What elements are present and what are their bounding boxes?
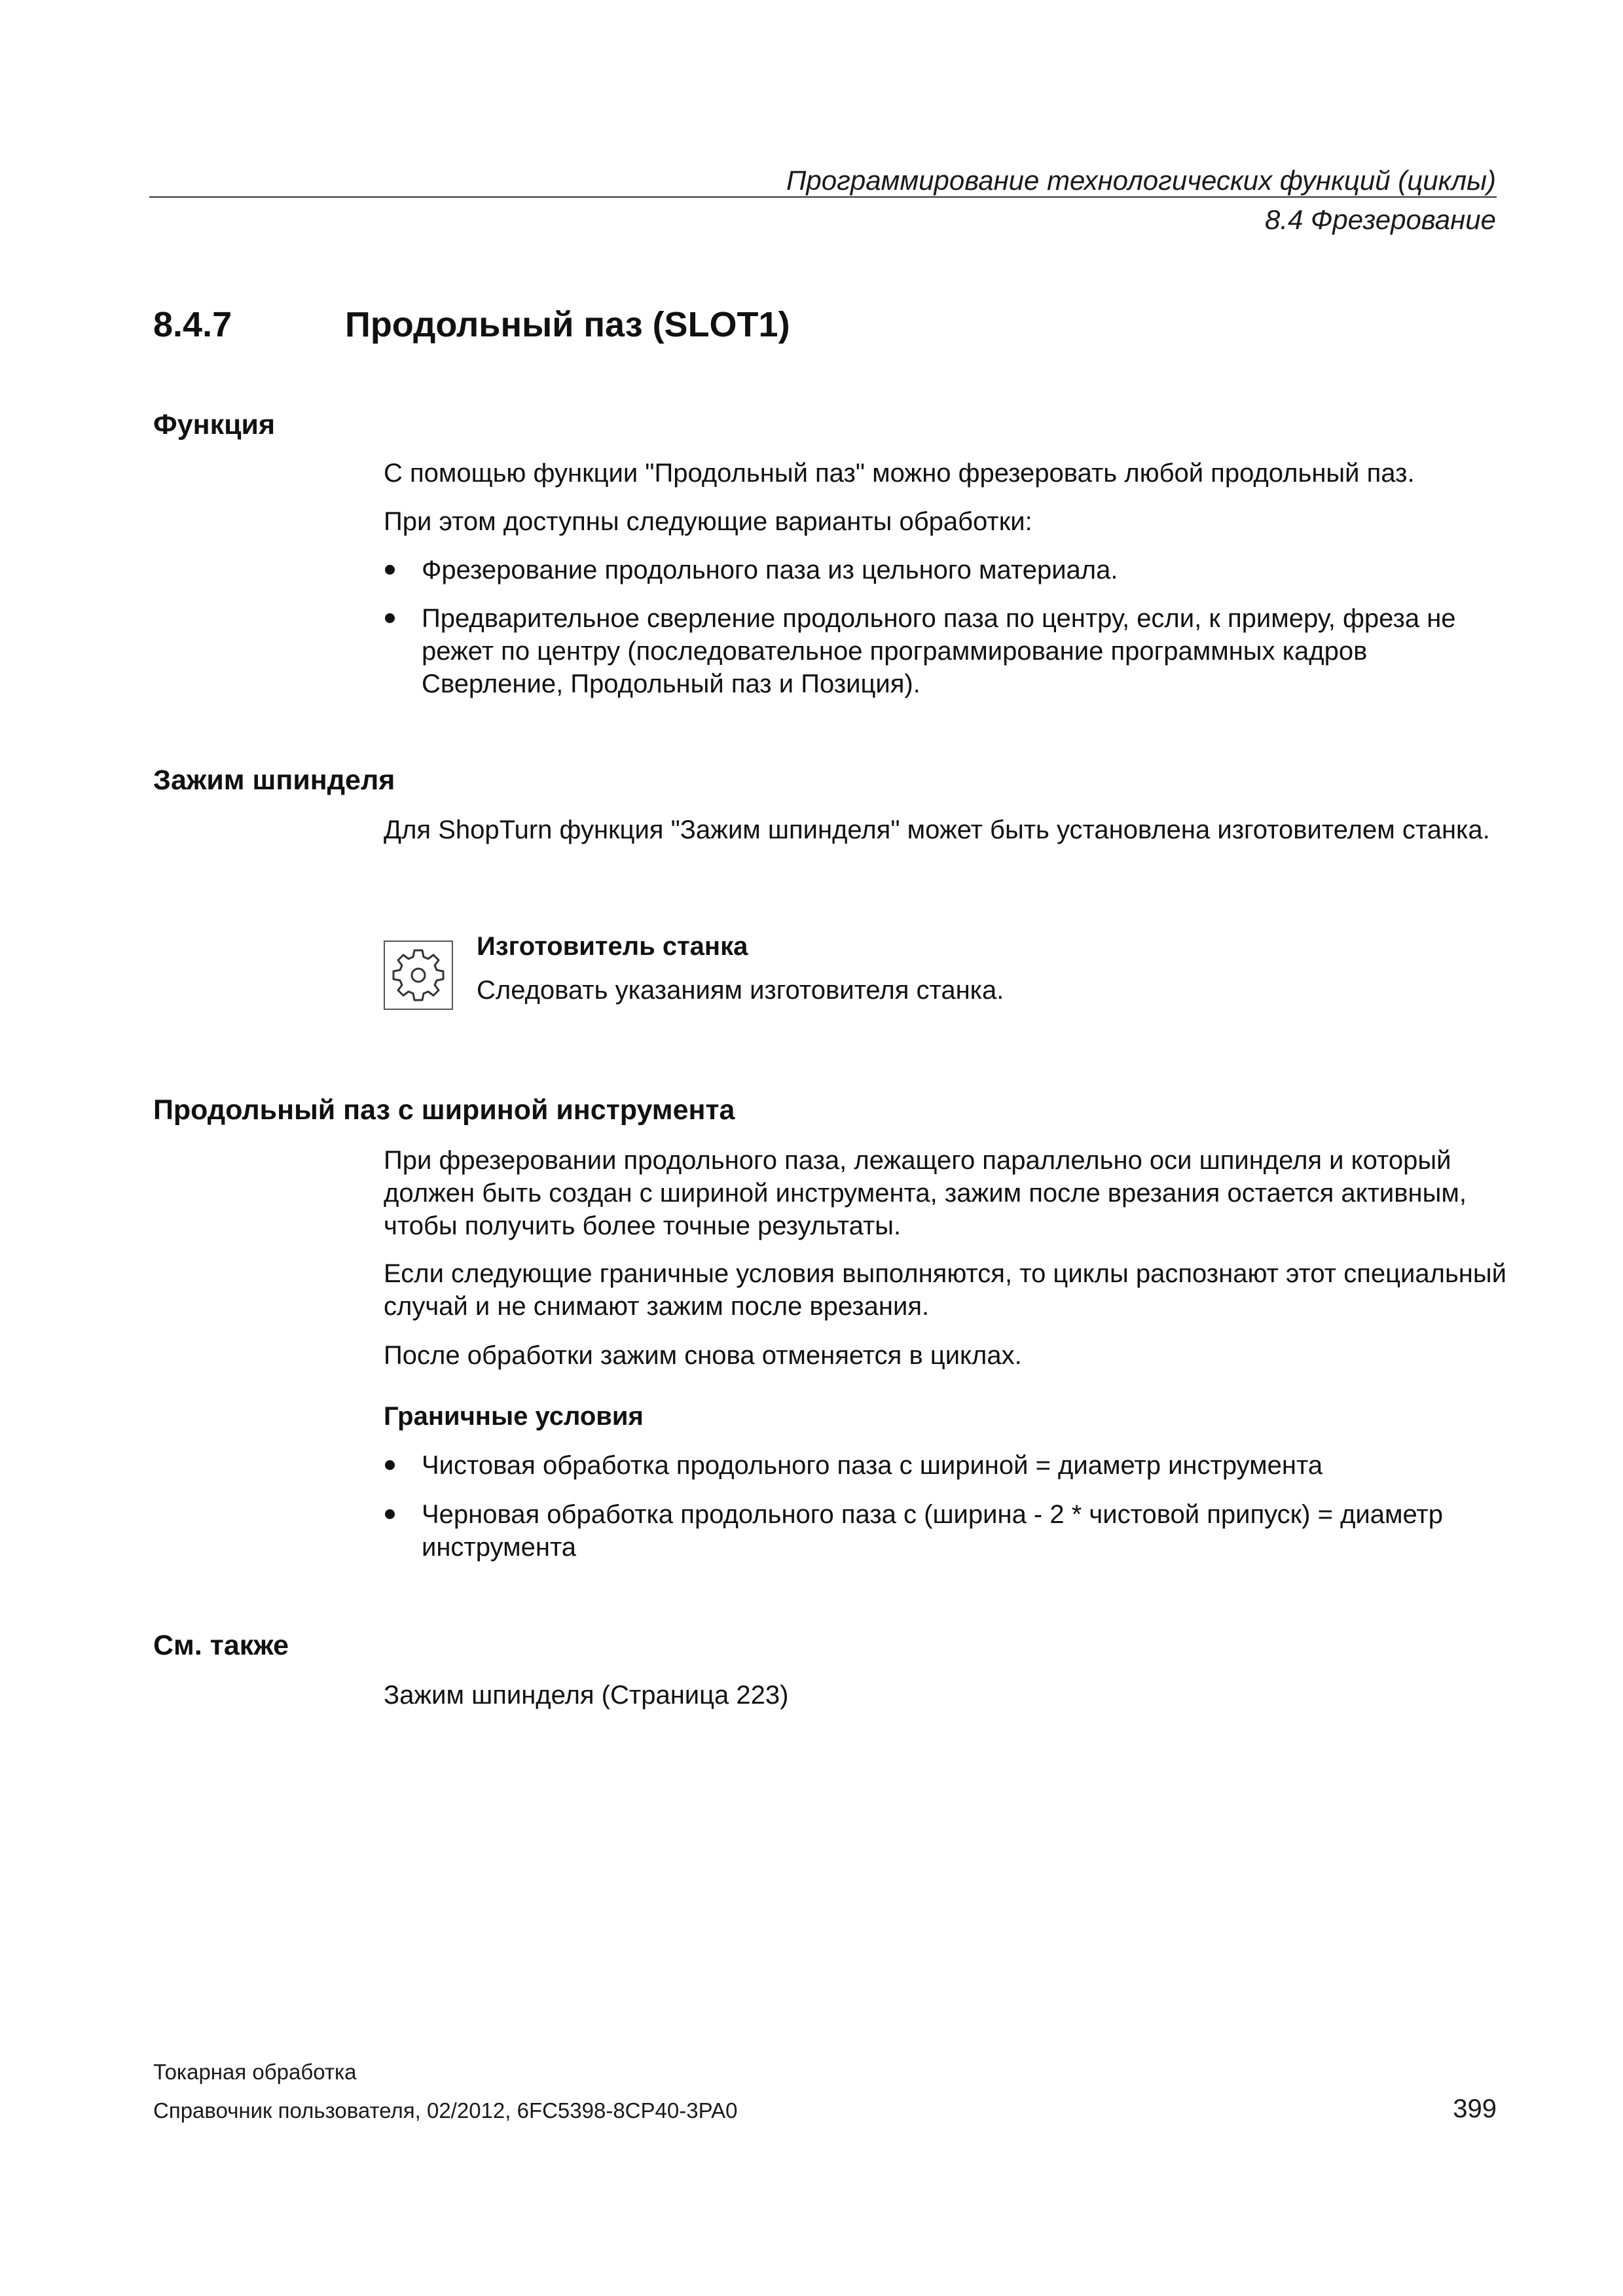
- section-title: Продольный паз (SLOT1): [345, 305, 790, 344]
- bullet-text: Фрезерование продольного паза из цельного материала.: [422, 556, 1118, 584]
- tool-width-para-1: При фрезеровании продольного паза, лежащего параллельно оси шпинделя и который должен быть создан с шириной инструмента, зажим после врезания остается активным, чтобы получить более точные результаты.: [384, 1146, 1467, 1240]
- section-number: 8.4.7: [153, 305, 232, 344]
- bullet-text: Чистовая обработка продольного паза с шириной = диаметр инструмента: [422, 1451, 1323, 1480]
- footer-title: Токарная обработка: [153, 2060, 357, 2084]
- note-title: Изготовитель станка: [477, 932, 748, 961]
- page-number: 399: [1453, 2094, 1497, 2123]
- footer-reference: Справочник пользователя, 02/2012, 6FC5398-8CP40-3PA0: [153, 2098, 738, 2123]
- header-chapter: Программирование технологических функций (циклы): [786, 165, 1496, 196]
- function-para-2: При этом доступны следующие варианты обработки:: [384, 507, 1032, 536]
- function-bullet-2: [384, 602, 1510, 700]
- gear-icon: [384, 941, 453, 1010]
- boundary-bullet-1: [384, 1449, 1510, 1482]
- function-heading: Функция: [153, 409, 276, 440]
- header-section: 8.4 Фрезерование: [1264, 204, 1496, 235]
- bullet-text: Черновая обработка продольного паза с (ширина - 2 * чистовой припуск) = диаметр инструмента: [422, 1500, 1443, 1562]
- tool-width-para-2: Если следующие граничные условия выполняются, то циклы распознают этот специальный случай и не снимают зажим после врезания.: [384, 1259, 1506, 1321]
- tool-width-para-3: После обработки зажим снова отменяется в циклах.: [384, 1341, 1022, 1370]
- see-also-heading: См. также: [153, 1630, 289, 1661]
- function-para-1: С помощью функции "Продольный паз" можно фрезеровать любой продольный паз.: [384, 459, 1415, 488]
- clamp-heading: Зажим шпинделя: [153, 764, 395, 796]
- clamp-para: Для ShopTurn функция "Зажим шпинделя" может быть установлена изготовителем станка.: [384, 816, 1490, 844]
- tool-width-heading: Продольный паз с шириной инструмента: [153, 1094, 735, 1126]
- note-text: Следовать указаниям изготовителя станка.: [477, 976, 1004, 1005]
- see-also-link[interactable]: Зажим шпинделя (Страница 223): [384, 1681, 789, 1710]
- boundary-conditions-heading: Граничные условия: [384, 1402, 644, 1431]
- header-rule: [149, 196, 1497, 198]
- bullet-text: Предварительное сверление продольного паза по центру, если, к примеру, фреза не режет по центру (последовательное программирование программных кадров Сверление, Продольный паз и Позиция).: [422, 604, 1456, 698]
- function-bullet-1: [384, 554, 1510, 586]
- boundary-bullet-2: [384, 1498, 1510, 1564]
